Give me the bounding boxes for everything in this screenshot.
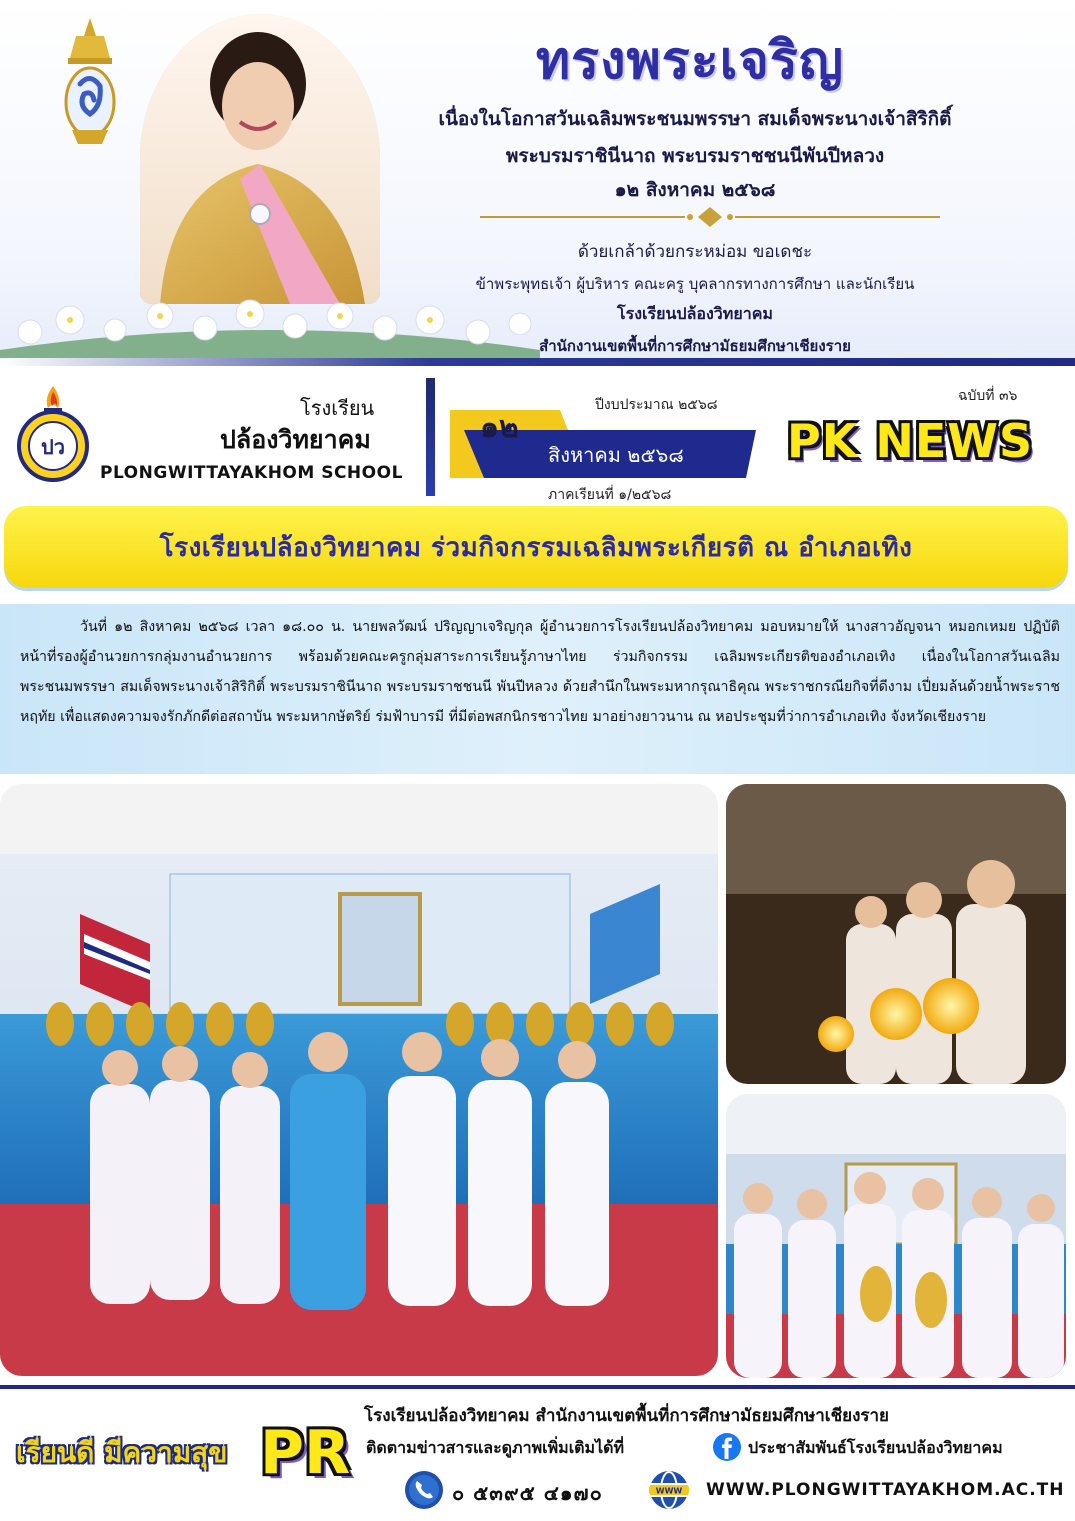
issue-month-year: สิงหาคม ๒๕๖๘ (548, 443, 684, 467)
royal-emblem-icon (50, 14, 130, 154)
footer-follow-text: ติดตามข่าวสารและดูภาพเพิ่มเติมได้ที่ (366, 1438, 625, 1457)
article-body: วันที่ ๑๒ สิงหาคม ๒๕๖๘ เวลา ๑๘.๐๐ น. นายพลวัฒน์ ปริญญาเจริญกุล ผู้อำนวยการโรงเรียนปล้องวิทยาคม มอบหมายให้ นางสาวอัญจนา หมอกเหมย ปฏิบัติหน้าที่รองผู้อำนวยการกลุ่มงานอำนวยการ พร้อมด้วยคณะครูกลุ่มสาระการเรียนรู้ภาษาไทย ร่วมกิจกรรม เฉลิมพระเกียรติของอำเภอเทิง เนื่องในโอกาสวันเฉลิมพระชนมพรรษา สมเด็จพระนางเจ้าสิริกิติ์ พระบรมราชินีนาถ พระบรมราชชนนี พันปีหลวง ด้วยสำนึกในพระมหากรุณาธิคุณ พระราชกรณียกิจที่ดีงาม เปี่ยมล้นด้วยน้ำพระราชหฤทัย เพื่อแสดงความจงรักภักดีต่อสถาบัน พระมหากษัตริย์ ร่มฟ้าบารมี ที่มีต่อพสกนิกรชาวไทย มาอย่างยาวนาน ณ หอประชุมที่ว่าการอำเภอเทิง จังหวัดเชียงราย (20, 619, 1060, 725)
pk-news-logo: PK NEWS (787, 414, 1034, 468)
www-icon (646, 1470, 692, 1510)
phone-icon (404, 1470, 444, 1510)
candle-photo (726, 784, 1066, 1084)
semester: ภาคเรียนที่ ๑/๒๕๖๘ (548, 487, 672, 503)
banner-divider (0, 358, 1075, 366)
header-vertical-divider (426, 378, 435, 496)
svg-text:WWW: WWW (655, 1486, 683, 1496)
group-photo-main (0, 784, 718, 1376)
queen-portrait (140, 14, 380, 304)
banner-office-name: สำนักงานเขตพื้นที่การศึกษามัธยมศึกษาเชียงราย (539, 337, 851, 355)
facebook-page-link[interactable]: ประชาสัมพันธ์โรงเรียนปล้องวิทยาคม (748, 1438, 1003, 1457)
school-name: ปล้องวิทยาคม (220, 425, 371, 454)
occasion-line-2: พระบรมราชินีนาถ พระบรมราชชนนีพันปีหลวง (505, 145, 885, 167)
footer-school-office: โรงเรียนปล้องวิทยาคม สำนักงานเขตพื้นที่การศึกษามัธยมศึกษาเชียงราย (364, 1406, 890, 1426)
occasion-line-1: เนื่องในโอกาสวันเฉลิมพระชนมพรรษา สมเด็จพระนางเจ้าสิริกิติ์ (438, 108, 952, 130)
staff-photo (726, 1094, 1066, 1378)
occasion-date: ๑๒ สิงหาคม ๒๕๖๘ (614, 179, 776, 201)
banner-school-name: โรงเรียนปล้องวิทยาคม (617, 304, 773, 323)
headline: โรงเรียนปล้องวิทยาคม ร่วมกิจกรรมเฉลิมพระเกียรติ ณ อำเภอเทิง (159, 533, 913, 563)
issue-day: ๑๒ (480, 410, 519, 445)
fiscal-year: ปีงบประมาณ ๒๕๖๘ (595, 397, 718, 413)
school-slogan: เรียนดี มีความสุข (16, 1436, 228, 1469)
phone-number[interactable]: ๐ ๕๓๙๕ ๔๑๗๐ (452, 1481, 603, 1505)
school-name-english: PLONGWITTAYAKHOM SCHOOL (100, 463, 403, 483)
tribute-line: ด้วยเกล้าด้วยกระหม่อม ขอเดชะ (577, 242, 813, 262)
banner-title: ทรงพระเจริญ (535, 31, 845, 91)
school-logo-icon (14, 384, 92, 484)
school-prefix: โรงเรียน (300, 396, 375, 420)
website-link[interactable]: WWW.PLONGWITTAYAKHOM.AC.TH (706, 1480, 1065, 1500)
ornament-divider (480, 205, 940, 229)
issue-number: ฉบับที่ ๓๖ (958, 388, 1018, 404)
facebook-icon[interactable] (712, 1432, 742, 1462)
pr-logo: PR (260, 1418, 351, 1488)
footer-divider (0, 1385, 1075, 1389)
staff-line: ข้าพระพุทธเจ้า ผู้บริหาร คณะครู บุคลากรทางการศึกษา และนักเรียน (475, 275, 915, 293)
svg-text:ปว: ปว (41, 435, 65, 459)
